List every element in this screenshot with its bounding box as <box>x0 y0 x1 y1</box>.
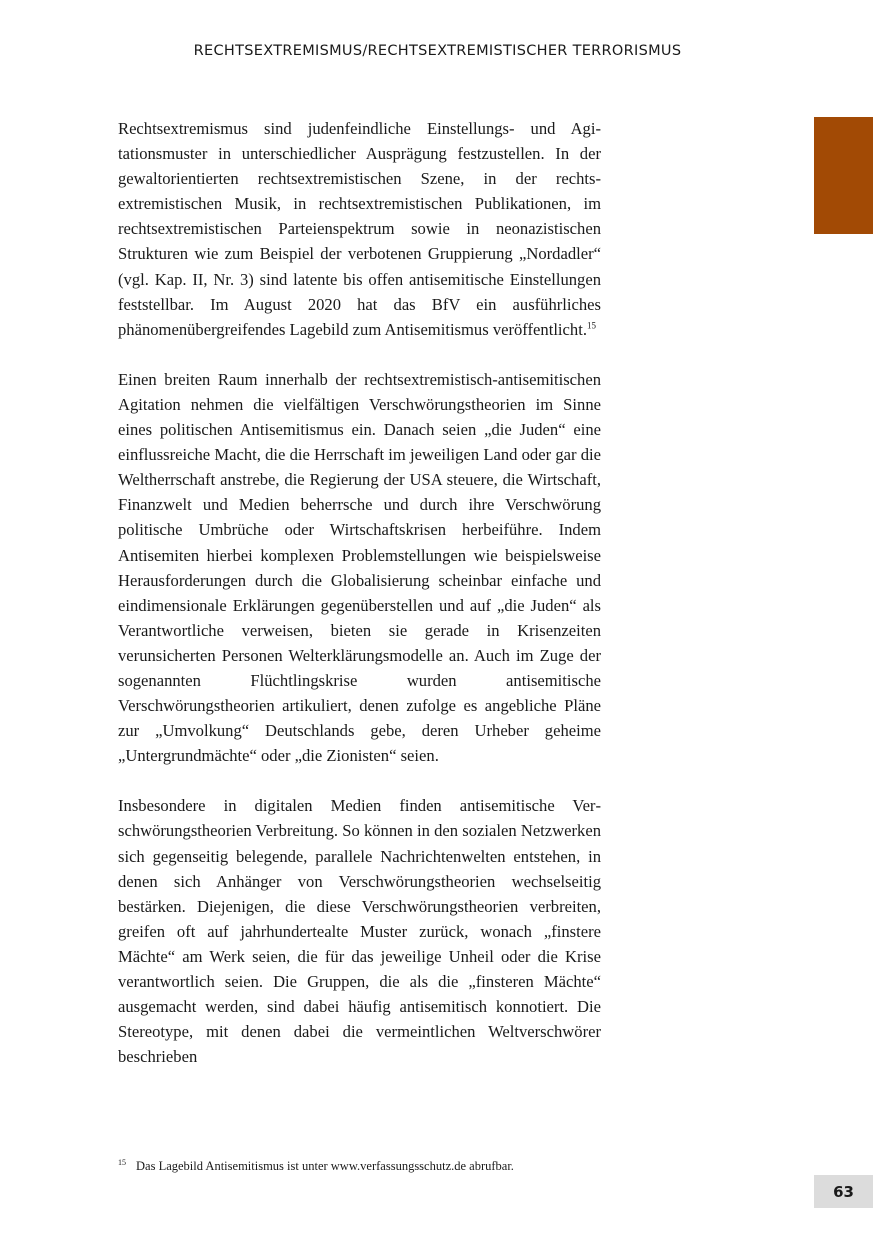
paragraph-2: Einen breiten Raum innerhalb der rechtsextremistisch-antisemitischen Agitation nehmen die vielfältigen Verschwörungstheorien im Sinne eines politischen Antisemitismus ein. Danach seien „die Juden“ eine einflussreiche Macht, die die Herrschaft im jeweiligen Land oder gar die Weltherrschaft anstrebe, die Regierung der USA steuere, die Wirtschaft, Finanzwelt und Medien beherrsche und durch ihre Verschwörung politische Umbrüche oder Wirtschaftskrisen herbeiführe. Indem Antisemiten hierbei komplexen Problemstellungen wie beispielsweise Herausforderungen durch die Globalisierung scheinbar einfache und eindimensionale Erklärungen gegenüberstellen und auf „die Juden“ als Verantwortliche verweisen, bieten sie gerade in Krisenzeiten verunsicherten Personen Welterklärungsmodelle an. Auch im Zuge der sogenannten Flüchtlingskrise wurden antisemitische Verschwörungstheorien artikuliert, denen zufolge es angebliche Pläne zur „Umvolkung“ Deutschlands gebe, deren Urheber geheime „Untergrundmächte“ oder „die Zionisten“ seien. <box>118 369 601 766</box>
paragraph-3: Insbesondere in digitalen Medien finden antisemitische Verschwörungstheorien Verbreitung. So können in den sozialen Netzwerken sich gegenseitig belegende, parallele Nachrichtenwelten entstehen, in denen sich Anhänger von Verschwörungstheorien wechselseitig bestärken. Diejenigen, die diese Verschwörungstheorien verbreiten, greifen oft auf jahrhundertealte Muster zurück, wonach „finstere Mächte“ am Werk seien, die für das jeweilige Unheil oder die Krise verantwortlich seien. Die Gruppen, die als die „finsteren Mächte“ ausgemacht werden, sind dabei häufig antisemitisch konnotiert. Die Stereotype, mit denen dabei die vermeintlichen Weltverschwörer beschrieben <box>118 796 601 1067</box>
footnote-number: 15 <box>118 1158 126 1167</box>
running-header: RECHTSEXTREMISMUS/RECHTSEXTREMISTISCHER TERRORISMUS <box>193 43 682 59</box>
footnote-text: Das Lagebild Antisemitismus ist unter www.verfassungsschutz.de abrufbar. <box>136 1159 514 1174</box>
footnote-reference: 15 <box>586 320 596 331</box>
chapter-color-tab <box>814 117 873 234</box>
page-number: 63 <box>814 1175 873 1208</box>
footnote <box>118 1155 718 1174</box>
paragraph-1-text: Rechtsextremismus sind judenfeindliche Einstellungs- und Agitationsmuster in unterschiedlicher Ausprägung festzustellen. In der gewaltorientierten rechtsextremistischen Szene, in der rechtsextremistischen Musik, in rechtsextremistischen Publikationen, im rechtsextremistischen Parteienspektrum sowie in neonazistischen Strukturen wie zum Beispiel der verbotenen Gruppierung „Nordadler“ (vgl. Kap. II, Nr. 3) sind latente bis offen antisemitische Einstellungen feststellbar. Im August 2020 hat das BfV ein ausführliches phänomenübergreifendes Lagebild zum Antisemitismus veröffentlicht. <box>118 119 601 339</box>
main-text-column <box>118 116 601 1094</box>
paragraph-1 <box>118 116 601 342</box>
